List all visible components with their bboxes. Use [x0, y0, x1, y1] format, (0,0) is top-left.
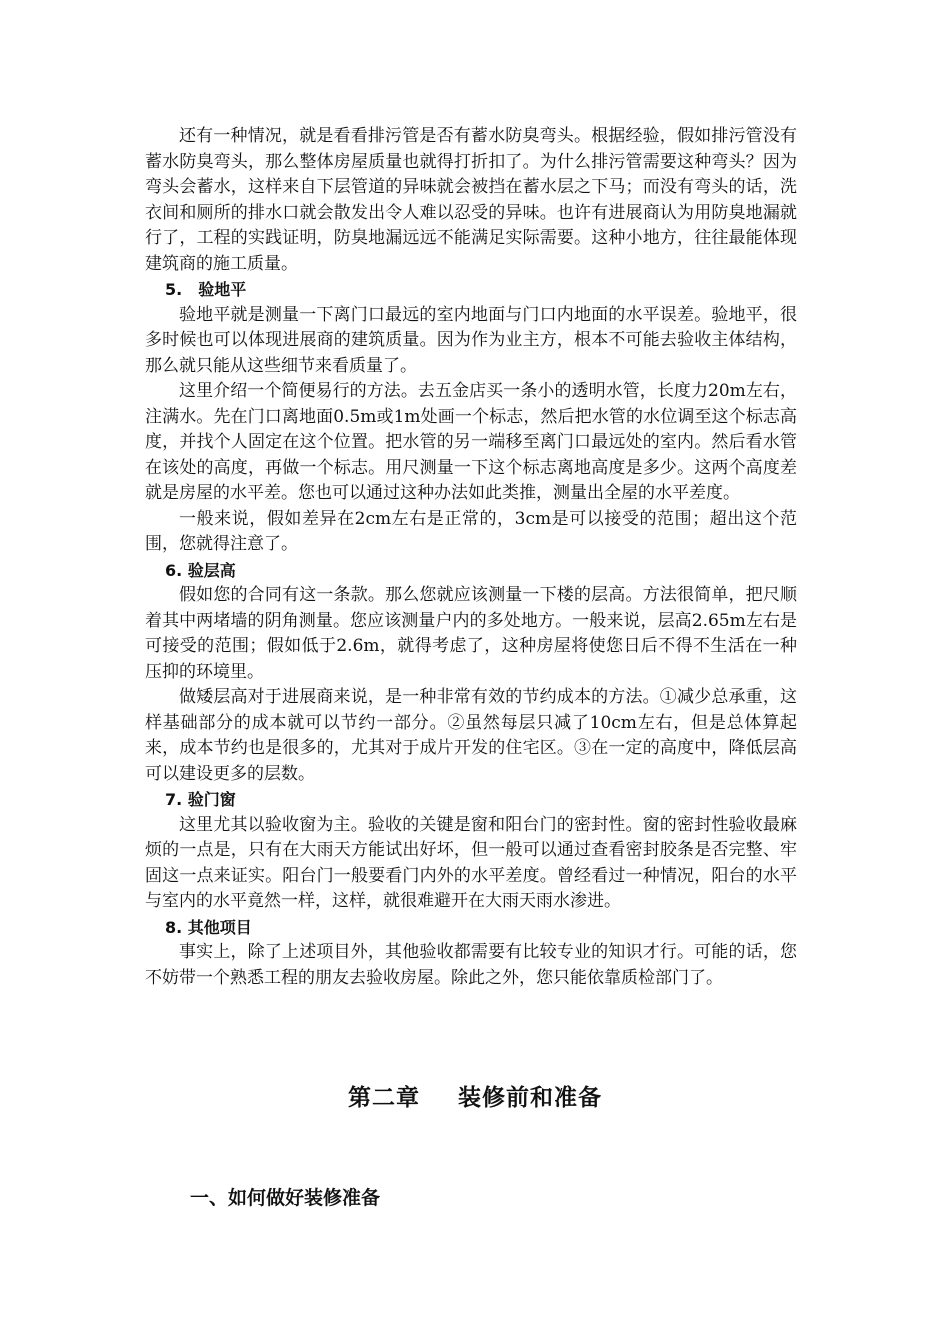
chapter-name: 装修前和准备 — [458, 1085, 602, 1111]
paragraph-floor-level-intro: 验地平就是测量一下离门口最远的室内地面与门口内地面的水平误差。验地平，很多时候也可以体现进展商的建筑质量。因为作为业主方，根本不可能去验收主体结构，那么就只能从这些细节来看质量了。 — [145, 304, 797, 376]
paragraph-floor-level-tolerance: 一般来说，假如差异在2cm左右是正常的，3cm是可以接受的范围；超出这个范围，您就得注意了。 — [145, 508, 797, 554]
section-title: 一、如何做好装修准备 — [190, 1187, 381, 1209]
paragraph-drain-trap: 还有一种情况，就是看看排污管是否有蓄水防臭弯头。根据经验，假如排污管没有蓄水防臭弯头，那么整体房屋质量也就得打折扣了。为什么排污管需要这种弯头？因为弯头会蓄水，这样来自下层管道的异味就会被挡在蓄水层之下马；而没有弯头的话，洗衣间和厕所的排水口就会散发出令人难以忍受的异味。也许有进展商认为用防臭地漏就行了，工程的实践证明，防臭地漏远远不能满足实际需要。这种小地方，往往最能体现建筑商的施工质量。 — [145, 126, 797, 274]
document-body — [145, 124, 797, 991]
paragraph-floor-height-cost: 做矮层高对于进展商来说，是一种非常有效的节约成本的方法。①减少总承重，这样基础部分的成本就可以节约一部分。②虽然每层只减了10cm左右，但是总体算起来，成本节约也是很多的，尤其对于成片开发的住宅区。③在一定的高度中，降低层高可以建设更多的层数。 — [145, 687, 797, 784]
paragraph-doors-windows: 这里尤其以验收窗为主。验收的关键是窗和阳台门的密封性。窗的密封性验收最麻烦的一点是，只有在大雨天方能试出好坏，但一般可以通过查看密封胶条是否完整、牢固这一点来证实。阳台门一般要看门内外的水平差度。曾经看过一种情况，阳台的水平与室内的水平竟然一样，这样，就很难避开在大雨天雨水渗进。 — [145, 814, 797, 911]
heading-floor-level: 5. 验地平 — [165, 280, 247, 299]
paragraph-floor-height-measure: 假如您的合同有这一条款。那么您就应该测量一下楼的层高。方法很简单，把尺顺着其中两堵墙的阴角测量。您应该测量户内的多处地方。一般来说，层高2.65m左右是可接受的范围；假如低于2.6m，就得考虑了，这种房屋将使您日后不得不生活在一种压抑的环境里。 — [145, 585, 797, 682]
heading-floor-height: 6. 验层高 — [165, 560, 236, 580]
paragraph-other-items: 事实上，除了上述项目外，其他验收都需要有比较专业的知识才行。可能的话，您不妨带一个熟悉工程的朋友去验收房屋。除此之外，您只能依靠质检部门了。 — [145, 942, 797, 988]
heading-doors-windows: 7. 验门窗 — [165, 790, 236, 809]
chapter-title — [0, 1079, 950, 1112]
paragraph-floor-level-method: 这里介绍一个简便易行的方法。去五金店买一条小的透明水管，长度力20m左右，注满水。先在门口离地面0.5m或1m处画一个标志，然后把水管的水位调至这个标志高度，并找个人固定在这个位置。把水管的另一端移至离门口最远处的室内。然后看水管在该处的高度，再做一个标志。用尺测量一下这个标志离地高度是多少。这两个高度差就是房屋的水平差。您也可以通过这种办法如此类推，测量出全屋的水平差度。 — [145, 381, 797, 503]
chapter-number: 第二章 — [348, 1085, 420, 1111]
heading-other-items: 8. 其他项目 — [165, 917, 252, 937]
